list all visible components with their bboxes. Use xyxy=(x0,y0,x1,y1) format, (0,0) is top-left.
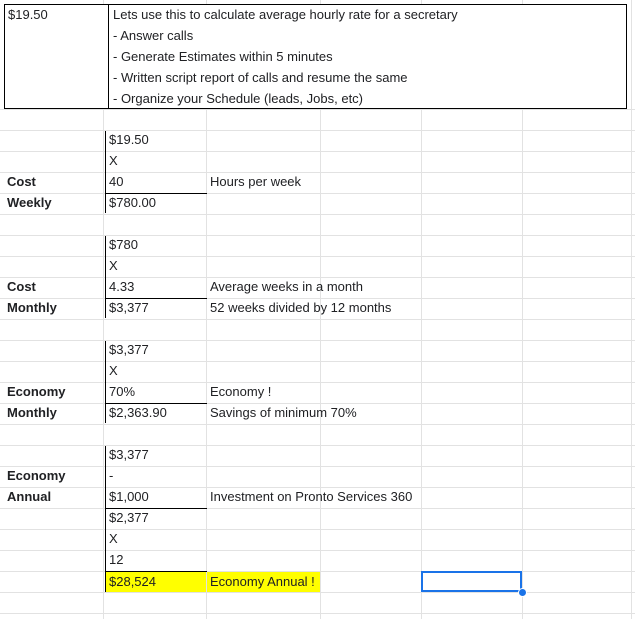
economy-monthly-note-cell[interactable]: Savings of minimum 70% xyxy=(210,405,357,420)
monthly-note-cell[interactable]: Average weeks in a month xyxy=(210,279,363,294)
note-line[interactable]: Lets use this to calculate average hourly rate for a secretary xyxy=(113,7,458,22)
grid-row-line xyxy=(0,424,635,425)
economy-annual-operator-cell[interactable]: X xyxy=(109,531,118,546)
grid-row-line xyxy=(0,508,635,509)
economy-annual-months-cell[interactable]: 12 xyxy=(109,552,124,567)
note-line[interactable]: - Organize your Schedule (leads, Jobs, etc) xyxy=(113,91,364,106)
monthly-operator-cell[interactable]: X xyxy=(109,258,118,273)
economy-annual-result-cell[interactable]: $28,524 xyxy=(109,574,156,589)
monthly-base-cell[interactable]: $780 xyxy=(109,237,138,252)
economy-monthly-base-cell[interactable]: $3,377 xyxy=(109,342,149,357)
grid-row-line xyxy=(0,151,635,152)
monthly-factor-cell[interactable]: 4.33 xyxy=(109,279,135,294)
weekly-label-weekly[interactable]: Weekly xyxy=(7,195,52,210)
note-divider xyxy=(108,5,109,108)
grid-row-line xyxy=(0,235,635,236)
header-rate-cell[interactable]: $19.50 xyxy=(8,7,48,22)
monthly-label-monthly[interactable]: Monthly xyxy=(7,300,57,315)
economy-monthly-result-cell[interactable]: $2,363.90 xyxy=(109,405,167,420)
grid-row-line xyxy=(0,529,635,530)
economy-annual-investment-cell[interactable]: $1,000 xyxy=(109,489,149,504)
economy-monthly-label-monthly[interactable]: Monthly xyxy=(7,405,57,420)
grid-row-line xyxy=(0,109,635,110)
economy-annual-label-economy[interactable]: Economy xyxy=(7,468,66,483)
economy-annual-minus-cell[interactable]: - xyxy=(109,468,114,483)
weekly-label-cost[interactable]: Cost xyxy=(7,174,36,189)
economy-annual-diff-cell[interactable]: $2,377 xyxy=(109,510,149,525)
grid-row-line xyxy=(0,319,635,320)
grid-row-line xyxy=(0,382,635,383)
header-note-box[interactable] xyxy=(4,4,627,109)
grid-column-line xyxy=(631,0,632,619)
grid-row-line xyxy=(0,361,635,362)
grid-row-line xyxy=(0,172,635,173)
monthly-result-cell[interactable]: $3,377 xyxy=(109,300,149,315)
note-line[interactable]: - Written script report of calls and resume the same xyxy=(113,70,408,85)
economy-monthly-label-economy[interactable]: Economy xyxy=(7,384,66,399)
grid-row-line xyxy=(0,592,635,593)
grid-row-line xyxy=(0,130,635,131)
note-line[interactable]: - Generate Estimates within 5 minutes xyxy=(113,49,333,64)
grid-row-line xyxy=(0,256,635,257)
weekly-operator-cell[interactable]: X xyxy=(109,153,118,168)
economy-annual-result-note-cell[interactable]: Economy Annual ! xyxy=(210,574,315,589)
economy-monthly-percent-cell[interactable]: 70% xyxy=(109,384,136,399)
grid-row-line xyxy=(0,193,635,194)
selected-cell[interactable] xyxy=(421,571,522,592)
fill-handle[interactable] xyxy=(518,588,527,597)
monthly-note-cell[interactable]: 52 weeks divided by 12 months xyxy=(210,300,392,315)
grid-row-line xyxy=(0,214,635,215)
weekly-rate-cell[interactable]: $19.50 xyxy=(109,132,149,147)
monthly-label-cost[interactable]: Cost xyxy=(7,279,36,294)
weekly-result-cell[interactable]: $780.00 xyxy=(109,195,156,210)
economy-monthly-note-cell[interactable]: Economy ! xyxy=(210,384,272,399)
weekly-note-cell[interactable]: Hours per week xyxy=(210,174,302,189)
weekly-hours-cell[interactable]: 40 xyxy=(109,174,124,189)
grid-row-line xyxy=(0,445,635,446)
economy-annual-investment-note-cell[interactable]: Investment on Pronto Services 360 xyxy=(210,489,413,504)
grid-row-line xyxy=(0,466,635,467)
grid-row-line xyxy=(0,550,635,551)
grid-row-line xyxy=(0,613,635,614)
economy-monthly-operator-cell[interactable]: X xyxy=(109,363,118,378)
economy-annual-label-annual[interactable]: Annual xyxy=(7,489,52,504)
note-line[interactable]: - Answer calls xyxy=(113,28,194,43)
grid-row-line xyxy=(0,340,635,341)
economy-annual-base-cell[interactable]: $3,377 xyxy=(109,447,149,462)
